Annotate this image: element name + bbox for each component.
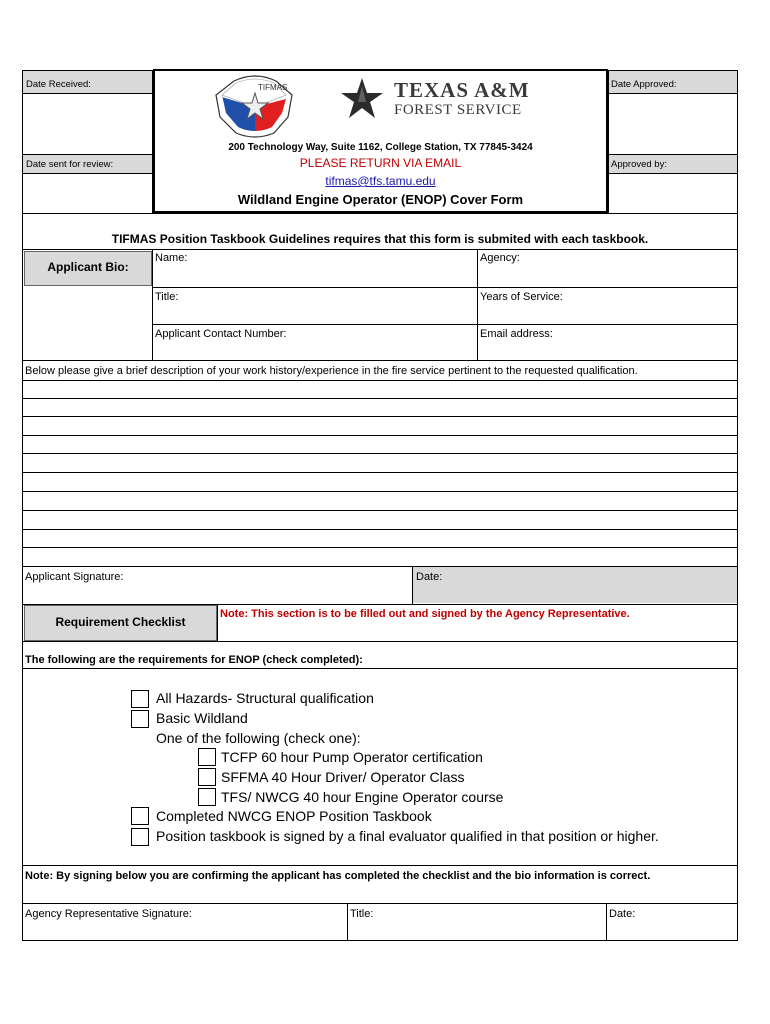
checkbox-final-evaluator[interactable] [131, 828, 149, 846]
checklist-item: Completed NWCG ENOP Position Taskbook [156, 808, 432, 824]
date-received-label: Date Received: [26, 79, 91, 90]
email-address-field[interactable]: Email address: [480, 328, 553, 340]
org-name-line2: FOREST SERVICE [394, 102, 522, 118]
agency-rep-date-field[interactable]: Date: [609, 908, 636, 920]
guideline-text: TIFMAS Position Taskbook Guidelines requires that this form is submited with each taskbook. [111, 232, 649, 246]
history-prompt: Below please give a brief description of your work history/experience in the fire service pertinent to the requested qualification. [25, 365, 638, 377]
agency-rep-title-field[interactable]: Title: [350, 908, 374, 920]
checkbox-basic-wildland[interactable] [131, 710, 149, 728]
checklist-item: One of the following (check one): [156, 730, 361, 746]
date-sent-label: Date sent for review: [26, 159, 114, 170]
agency-rep-note: Note: This section is to be filled out and signed by the Agency Representative. [220, 608, 630, 620]
requirement-checklist-label: Requirement Checklist [55, 615, 186, 629]
checkbox-tfs-nwcg[interactable] [198, 788, 216, 806]
tifmas-logo [212, 73, 298, 139]
checkbox-tcfp[interactable] [198, 748, 216, 766]
texas-am-forest-service-logo [338, 76, 548, 124]
confirmation-note: Note: By signing below you are confirming the applicant has completed the checklist and the bio information is correct. [25, 870, 651, 882]
approved-by-label: Approved by: [611, 159, 667, 170]
checklist-item: TCFP 60 hour Pump Operator certification [221, 749, 483, 765]
checkbox-nwcg-taskbook[interactable] [131, 807, 149, 825]
checkbox-all-hazards[interactable] [131, 690, 149, 708]
email-link[interactable]: tifmas@tfs.tamu.edu [325, 174, 436, 188]
star-tree-icon [338, 76, 386, 122]
checklist-item: Position taskbook is signed by a final evaluator qualified in that position or higher. [156, 828, 659, 844]
agency-field[interactable]: Agency: [480, 252, 520, 264]
form-title: Wildland Engine Operator (ENOP) Cover Form [237, 192, 524, 207]
contact-number-field[interactable]: Applicant Contact Number: [155, 328, 287, 340]
checklist-item: Basic Wildland [156, 710, 248, 726]
date-approved-label: Date Approved: [611, 79, 677, 90]
work-history-area[interactable] [23, 381, 737, 566]
applicant-date-field[interactable]: Date: [416, 571, 443, 583]
title-field[interactable]: Title: [155, 291, 179, 303]
checkbox-sffma[interactable] [198, 768, 216, 786]
applicant-signature-field[interactable]: Applicant Signature: [25, 571, 124, 583]
svg-text:TIFMAS: TIFMAS [258, 83, 288, 92]
checklist-heading: The following are the requirements for ENOP (check completed): [25, 654, 363, 666]
agency-rep-signature-field[interactable]: Agency Representative Signature: [25, 908, 192, 920]
org-name-line1: TEXAS A&M [394, 78, 530, 102]
years-of-service-field[interactable]: Years of Service: [480, 291, 563, 303]
applicant-bio-label: Applicant Bio: [47, 260, 129, 274]
checklist-item: TFS/ NWCG 40 hour Engine Operator course [221, 789, 504, 805]
return-note: PLEASE RETURN VIA EMAIL [299, 156, 462, 170]
name-field[interactable]: Name: [155, 252, 188, 264]
checklist-item: All Hazards- Structural qualification [156, 690, 374, 706]
checklist-item: SFFMA 40 Hour Driver/ Operator Class [221, 769, 465, 785]
address-text: 200 Technology Way, Suite 1162, College Station, TX 77845-3424 [228, 142, 533, 153]
